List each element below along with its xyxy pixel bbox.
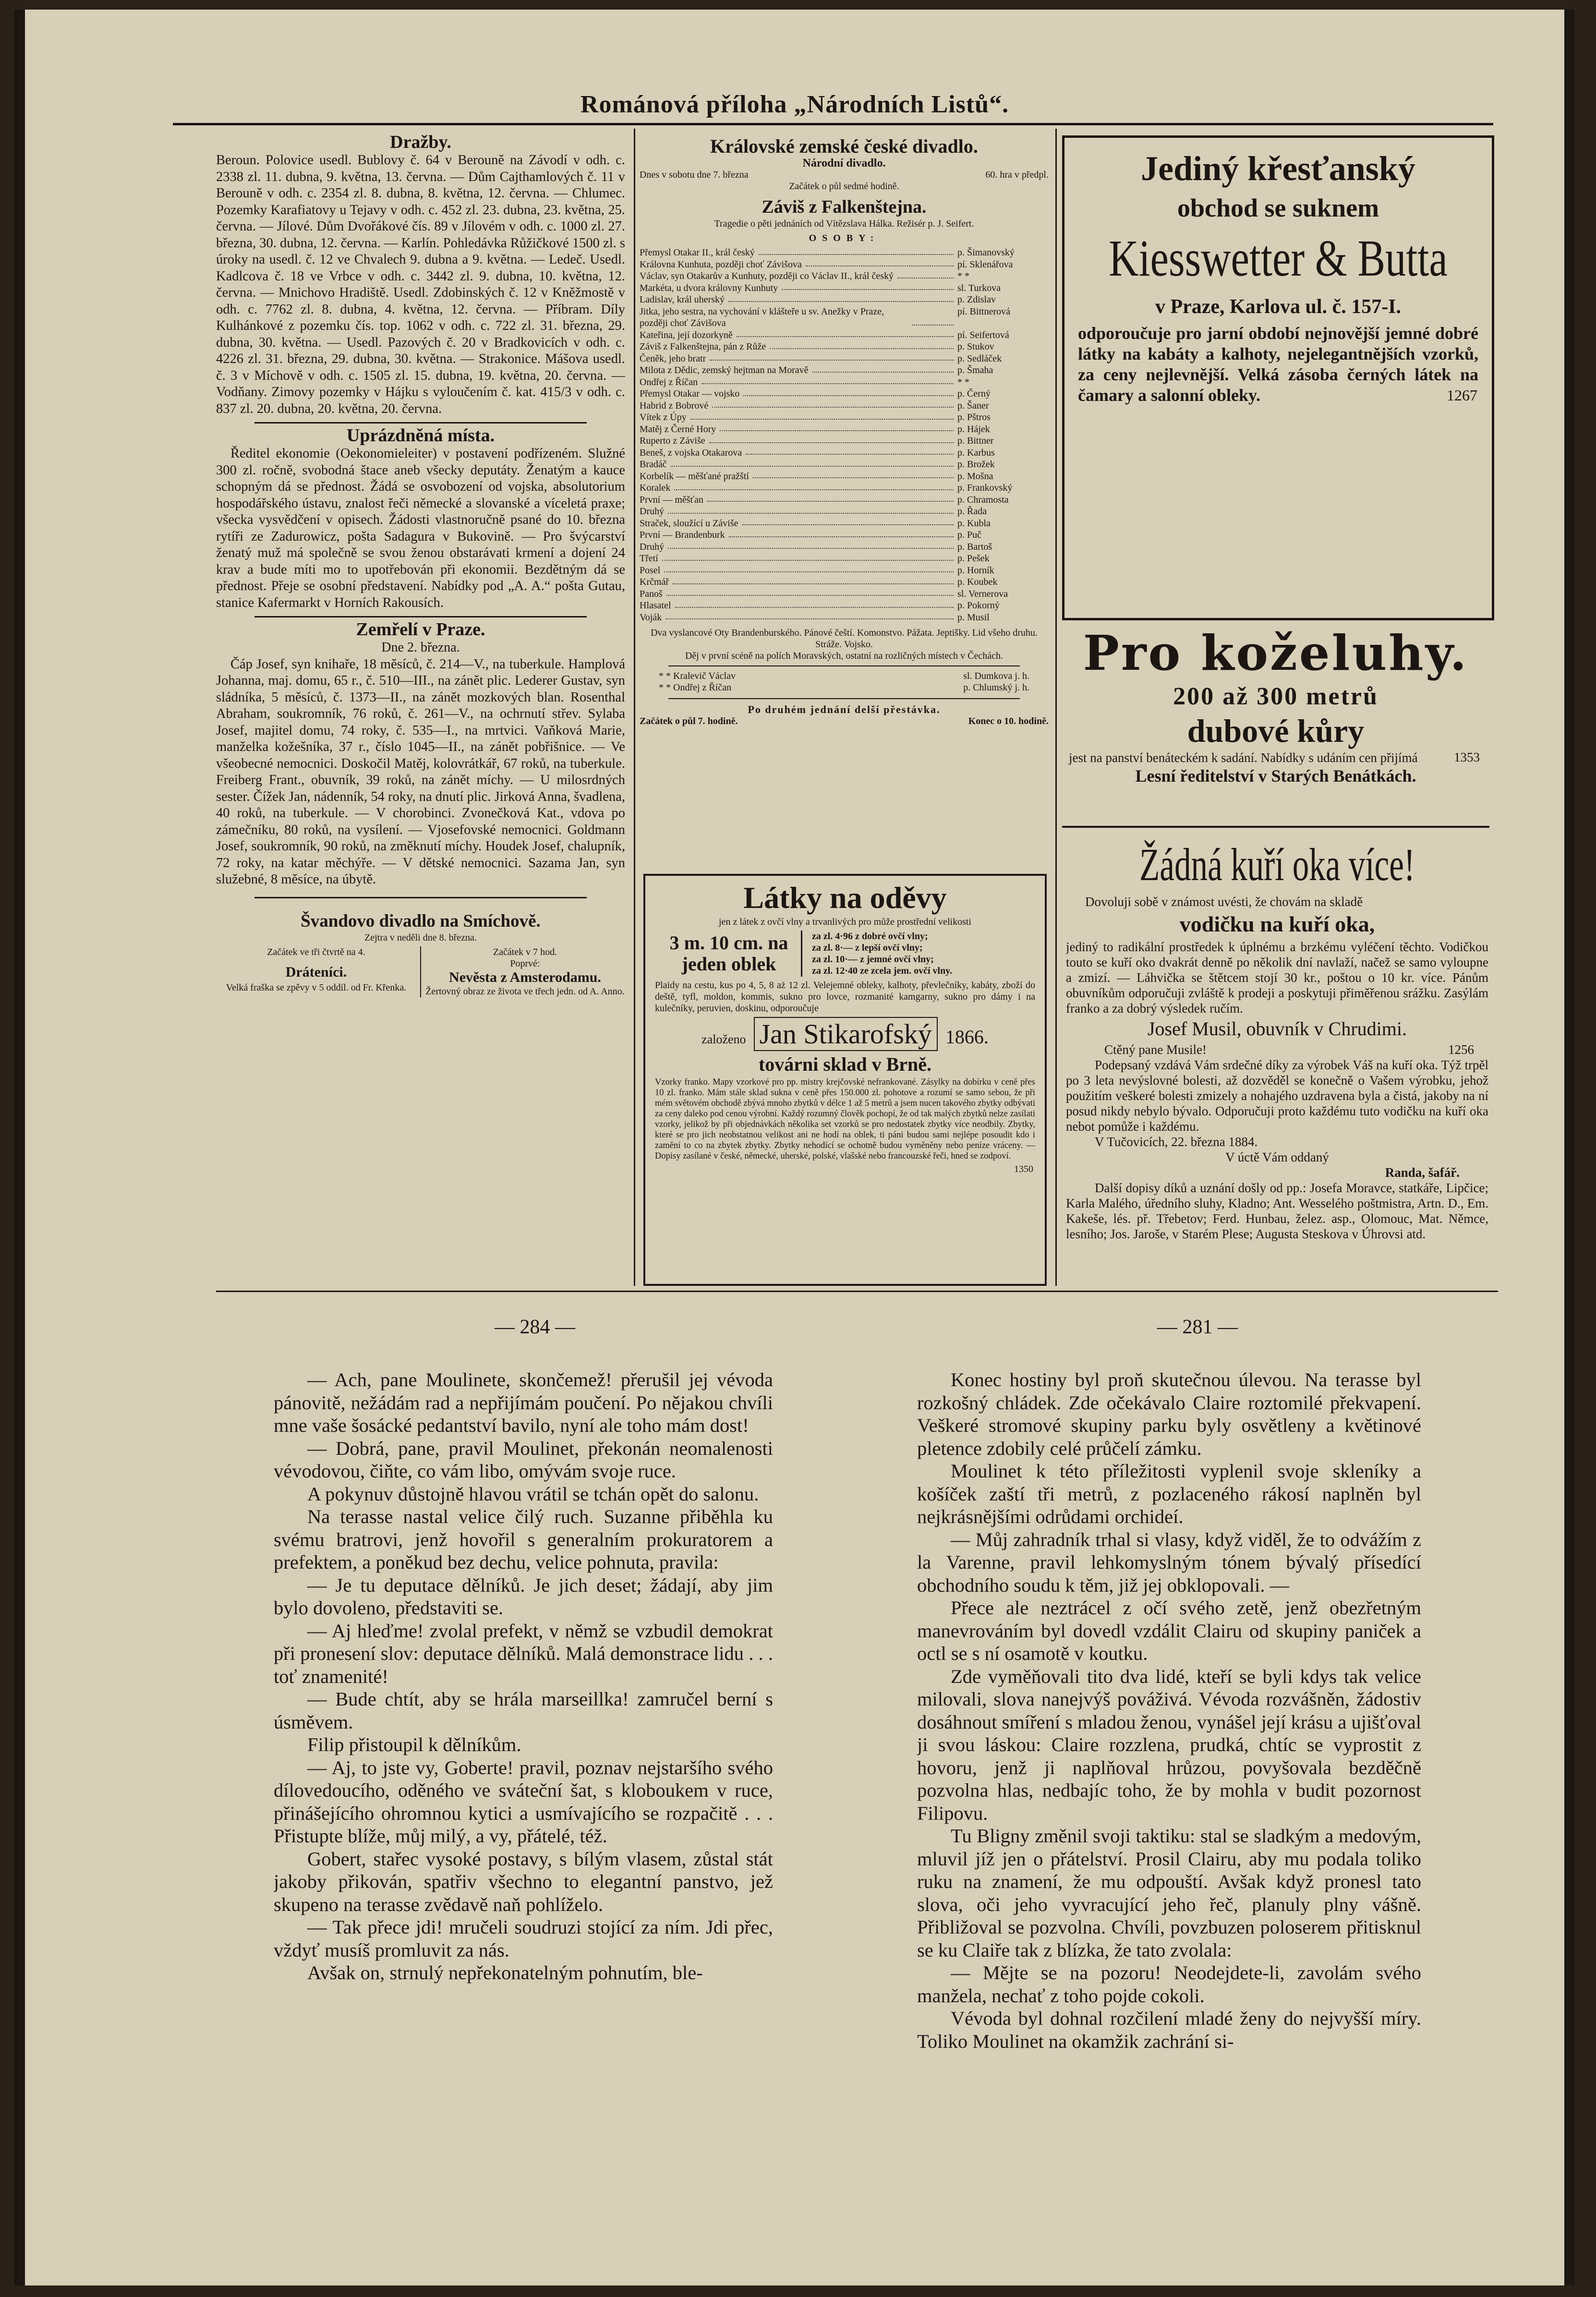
- cast-actor: sl. Turkova: [957, 282, 1001, 293]
- cast-extra-role: * * Kralevič Václav: [659, 671, 736, 681]
- cast-row: [640, 600, 1049, 612]
- cast-actor: p. Puč: [957, 530, 981, 540]
- kozeluhy-title: Pro koželuhy.: [1083, 625, 1469, 681]
- cast-row: [640, 423, 1049, 435]
- cast-actor: p. Šmaha: [957, 365, 993, 375]
- cast-leader-dots: [743, 388, 954, 396]
- cast-row: [640, 376, 1049, 388]
- cast-actor: p. Šimanovský: [957, 247, 1015, 258]
- novel-paragraph: — Je tu deputace dělníků. Je jich deset; žádají, aby jim bylo dovoleno, představiti se.: [274, 1574, 773, 1619]
- latky-price: za zl. 12·40 ze zcela jem. ovčí vlny.: [812, 966, 953, 976]
- zemreli-text: Čáp Josef, syn knihaře, 18 měsíců, č. 214—V., na tuberkule. Hamplová Johanna, maj. domu, 65 r., č. 510—III., na zánět plic. Lederer Gustav, syn sládníka, 5 měsíců, č. 1373—II., na zánět mozkových blan. Rosenthal Abraham, soukromník, 76 roků, č. 261—V., na ochrnutí střev. Sylaba Josef, majitel domu, 74 roky, č. 535—I., na mrtvici. Vaňková Marie, manželka kožešníka, 37 r., číslo 1045—II., na zánět pobřišnice. — Ve všeobecné nemocnici. Doskočil Matěj, kolovrátkář, 67 roků, na tuberkule. Freiberg Frant., obuvník, 39 roků, na zánět míchy. — U milosrdných sester. Čížek Jan, nádenník, 54 roky, na dnutí plic. Jirková Anna, švadlena, 40 roků, na tuberkule. — V chorobinci. Zvonečková Kat., vdova po zámečníku, 80 roků, na vysílení. — Vjosefovské nemocnici. Goldmann Josef, soukromník, 90 roků, na změknutí míchy. Houdek Josef, chalupník, 72 roky, na katar měchýře. — V dětské nemocnici. Sazama Jan, syn služebné, 8 měsíce, na úbytě.: [216, 656, 625, 887]
- cast-actor: p. Černý: [957, 388, 991, 399]
- kuri-text1: jediný to radikální prostředek k úplnému a brzkému vyléčení těchto. Vodičkou touto se kuří oko dvakrát denně po několik dní navlaží, načež se samo vyloupne a zmizí. — Láhvička se štětcem stojí 30 kr., poštou o 10 kr. více. Pánům obuvníkům odporučuji zvláště k prodeji a poskytuji přiměřenou srážku. Zasýlám franko a za dobrý výsledek ručím.: [1066, 940, 1488, 1016]
- drazby-text: Beroun. Polovice usedl. Bublovy č. 64 v Berouně na Závodí v odh. c. 2338 zl. 11. dubna, 9. května, 13. června. — Dům Cajthamlových č. 11 v Berouně v odh. c. 2354 zl. 8. dubna, 8. května, 12. června. — Chlumec. Pozemky Karafiatovy u Tejavy v odh. c. 452 zl. 23. dubna, 23. května, 25. června. — Jílové. Dům Dvořákové čís. 89 v Jílovém v odh. c. 1000 zl. 27. března, 30. dubna, 12. června. — Karlín. Pohledávka Růžičkové 1500 zl. s úroky na usedl. č. 12 ve Chvalech 9. dubna a 9. května. — Ledeč. Usedl. Kadlcova č. 18 ve Vrbce v odh. c. 3442 zl. 9. dubna, 10. května, 12. června. — Mnichovo Hradiště. Usedl. Zdobinských č. 12 v Kněžmostě v odh. c. 7762 zl. 8. dubna, 4. května, 12. června. — Příbram. Díly Kulhánkové z pozemku čís. top. 1062 v odh. c. 722 zl. 31. března, 29. dubna, 30. května. — Usedl. Pazových č. 20 v Bradkovicích v odh. c. 4226 zl. 31. března, 29. dubna, 30. května. — Strakonice. Mášova usedl. č. 3 v Míchově v odh. c. 1505 zl. 15. dubna, 19. května, 20. června. — Vodňany. Zimovy pozemky v Hájku s vyloučením č. kat. 415/3 v odh. c. 837 zl. 20. dubna, 20. května, 20. června.: [216, 153, 625, 416]
- cast-leader-dots: [770, 341, 954, 349]
- kuri-place: V Tučovicích, 22. března 1884.: [1095, 1135, 1258, 1149]
- page-number-right: — 281 —: [1157, 1316, 1238, 1338]
- cast-leader-dots: [753, 471, 954, 479]
- kzd-foot-right: Konec o 10. hodině.: [968, 716, 1049, 726]
- latky-price: za zl. 4·96 z dobré ovčí vlny;: [812, 931, 928, 942]
- cast-role: Třetí: [640, 553, 658, 564]
- cast-row: [640, 494, 1049, 506]
- kuri-text3: Další dopisy díků a uznání došly od pp.: Josefa Moravce, statkáře, Lipčice; Karla Malého, úředního sluhy, Kladno; Ant. Wesselého poštmistra, Artn. D., Em. Kakeše, lés. př. Třebetov; Ferd. Hunbau, želez. asp., Olomouc, Mat. Němce, lesního; Jos. Jaroše, v Starém Plese; Augusta Steskova v Úhrovsi atd.: [1066, 1181, 1488, 1241]
- page-edge-right: [1564, 10, 1575, 2285]
- novel-paragraph: Filip přistoupil k dělníkům.: [307, 1734, 521, 1755]
- cast-role: Panoš: [640, 588, 663, 599]
- svandovo-sub: Zejtra v neděli dne 8. března.: [364, 932, 477, 943]
- cast-row: [640, 388, 1049, 400]
- kiesswetter-address: v Praze, Karlova ul. č. 157-I.: [1155, 296, 1402, 318]
- cast-row: [640, 459, 1049, 471]
- latky-num: 1350: [1014, 1164, 1033, 1174]
- cast-role: První — měšťan: [640, 494, 703, 505]
- cast-row: [640, 553, 1049, 565]
- kuri-signer: Randa, šafář.: [1385, 1165, 1460, 1180]
- kzd-note1: Dva vyslancové Oty Brandenburského. Pánové čeští. Komonstvo. Pážata. Jeptišky. Lid všeho druhu. Stráže. Vojsko.: [651, 628, 1038, 650]
- cast-leader-dots: [759, 247, 954, 255]
- cast-extra-row: [640, 670, 1049, 682]
- cast-row: [640, 435, 1049, 447]
- cast-row: [640, 282, 1049, 294]
- kozeluhy-amount: 200 až 300 metrů: [1173, 683, 1378, 710]
- mista-text: Ředitel ekonomie (Oekonomieleiter) v postavení podřízeném. Služné 300 zl. ročně, svobodná štace aneb všecky deputáty. Ženatým a kauce schopným dá se přednost. Žádá se osvobození od vojska, absolutorium hospodářského ústavu, znalost řeči německé a slovanské a víceletá praxe; všecka vysvědčení v opisech. Žádosti vlastnoručně psané do 10. března rytíři ze Zadurowicz, pošta Sadagura v Bukovině. — Pro švýcarství ženatý muž má společně se svou ženou obstarávati krmení a dojení 24 krav a bude míti mo to upotřebován při ekonomii. Bezdětným dá se přednost. Přeje se osobní představení. Nabídky pod „A. A.“ pošta Gutau, stanice Kafermarkt v Horních Rakousích.: [216, 446, 625, 610]
- cast-actor: p. Sedláček: [957, 353, 1002, 364]
- cast-actor: p. Stukov: [957, 341, 994, 352]
- novel-paragraph: — Můj zahradník trhal si vlasy, když viděl, že to odvážím z la Varenne, pravil lehkomyslným tónem bývalý přísedící obchodního soudu k těm, již jej obklopovali. —: [917, 1528, 1421, 1596]
- cast-actor: p. Zdislav: [957, 294, 996, 305]
- cast-leader-dots: [912, 306, 954, 326]
- cast-leader-dots: [690, 411, 954, 420]
- kuri-salute: Ctěný pane Musile!: [1104, 1042, 1207, 1057]
- cast-actor: p. Bittner: [957, 435, 994, 446]
- kzd-foot-times: [640, 715, 1049, 727]
- cast-leader-dots: [897, 270, 954, 278]
- cast-leader-dots: [674, 482, 954, 490]
- latky-size: 3 m. 10 cm. na jeden oblek: [669, 932, 788, 975]
- cast-actor: p. Karbus: [957, 447, 995, 458]
- kzd-foot-left: Začátek o půl 7. hodině.: [640, 716, 738, 726]
- kiesswetter-text: odporoučuje pro jarní období nejnovější jemné dobré látky na kabáty a kalhoty, nejelegantnějších vzorků, za ceny nejlevnější. Velká zásoba černých látek na čamary a salonní obleky.: [1078, 324, 1478, 405]
- svandovo-right-desc: Žertovný obraz ze života ve třech jedn. od A. Anno.: [425, 986, 625, 997]
- cast-row: [640, 471, 1049, 483]
- latky-firm: Jan Stikarofský: [754, 1017, 938, 1051]
- cast-role: Habrid z Bobrové: [640, 400, 709, 411]
- cast-extra-row: [640, 682, 1049, 693]
- cast-role: Beneš, z vojska Otakarova: [640, 447, 742, 458]
- cast-actor: p. Koubek: [957, 577, 998, 587]
- svandovo-right-play: Nevěsta z Amsterodamu.: [449, 969, 601, 985]
- kzd-cast: [640, 247, 1049, 623]
- cast-role: Ondřej z Říčan: [640, 376, 698, 387]
- svandovo-left-play: Dráteníci.: [285, 964, 347, 980]
- cast-row: [640, 576, 1049, 588]
- kuri-devoted: V úctě Vám oddaný: [1225, 1150, 1329, 1164]
- cast-row: [640, 364, 1049, 376]
- cast-actor: pí. Seifertová: [957, 329, 1009, 340]
- kuri-seller: Josef Musil, obuvník v Chrudimi.: [1147, 1018, 1407, 1040]
- cast-row: [640, 518, 1049, 530]
- cast-actor: p. Chramosta: [957, 494, 1009, 505]
- cast-actor: * *: [957, 271, 969, 281]
- cast-actor: p. Brožek: [957, 459, 995, 470]
- kzd-foot: Po druhém jednání delší přestávka.: [748, 703, 941, 715]
- column-rule-1: [634, 129, 635, 1286]
- newspaper-page: [14, 10, 1575, 2285]
- svandovo-right-tag: Poprvé:: [510, 958, 540, 969]
- cast-role: Čeněk, jeho bratr: [640, 353, 706, 364]
- cast-leader-dots: [737, 329, 954, 338]
- cast-role: Koralek: [640, 483, 671, 493]
- cast-extra-actor: sl. Dumkova j. h.: [963, 671, 1029, 681]
- kuri-salute-row: [1066, 1042, 1488, 1057]
- kiesswetter-firm: Kiesswetter & Butta: [1109, 230, 1448, 287]
- cast-role: Straček, sloužící u Záviše: [640, 518, 738, 529]
- cast-leader-dots: [728, 294, 954, 302]
- cast-leader-dots: [675, 600, 954, 608]
- latky-ad: [643, 874, 1047, 1286]
- novel-paragraph: Na terasse nastal velice čilý ruch. Suzanne přiběhla ku svému bratrovi, jenž hovořil s generalním prokuratorem a prefektem, a poněkud bez dechu, velice pohnuta, pravila:: [274, 1506, 773, 1573]
- cast-actor: pí. Bittnerová: [957, 306, 1010, 317]
- kuri-title: Žádná kuří oka více!: [1139, 839, 1415, 890]
- cast-role: Kateřina, její dozorkyně: [640, 329, 733, 340]
- novel-paragraph: — Mějte se na pozoru! Neodejdete-li, zavolám svého manžela, nechať z toho pojde cokoli.: [917, 1962, 1421, 2007]
- svandovo-title: Švandovo divadlo na Smíchově.: [301, 911, 541, 931]
- cast-row: [640, 541, 1049, 553]
- cast-role: Královna Kunhuta, později choť Závišova: [640, 259, 802, 270]
- cast-actor: pí. Sklenářova: [957, 259, 1013, 270]
- header-rule: [173, 123, 1493, 125]
- cast-row: [640, 306, 1049, 329]
- cast-role: Matěj z Černé Hory: [640, 423, 716, 435]
- cast-leader-dots: [664, 565, 954, 573]
- novel-paragraph: Moulinet k této příležitosti vyplenil svoje skleníky a košíček zaští tři metrů, z pozlaceného rákosí naplněn byl nejkrásnějšími odrůdami orchideí.: [917, 1460, 1421, 1527]
- cast-role: Voják: [640, 612, 662, 623]
- kzd-sub: Národní divadlo.: [802, 157, 886, 169]
- kiesswetter-line2: obchod se suknem: [1177, 193, 1379, 222]
- kozeluhy-product: dubové kůry: [1187, 713, 1365, 749]
- cast-actor: p. Bartoš: [957, 541, 992, 552]
- cast-row: [640, 294, 1049, 306]
- cast-extra-actor: p. Chlumský j. h.: [963, 682, 1029, 693]
- kzd-title: Královské zemské české divadlo.: [710, 135, 978, 157]
- cast-actor: p. Pštros: [957, 412, 991, 423]
- cast-actor: p. Pešek: [957, 553, 990, 564]
- cast-role: Přemysl Otakar — vojsko: [640, 388, 740, 399]
- cast-role: Markéta, u dvora královny Kunhuty: [640, 282, 778, 293]
- cast-role: Jitka, jeho sestra, na vychování v klášteře u sv. Anežky v Praze, později choť Závišova: [640, 306, 884, 328]
- novel-paragraph: Vévoda byl dohnal rozčilení mladé ženy do nejvyšší míry. Toliko Moulinet na okamžik zachrání si-: [917, 2007, 1421, 2052]
- kzd-osoby: OSOBY:: [809, 233, 880, 243]
- cast-actor: p. Musil: [957, 612, 990, 623]
- cast-leader-dots: [720, 423, 954, 432]
- cast-role: Krčmář: [640, 577, 669, 587]
- cast-leader-dots: [668, 541, 954, 549]
- column-left: [216, 132, 625, 1284]
- divider: [254, 897, 587, 898]
- mista-title: Uprázdněná místa.: [346, 425, 495, 446]
- novel-paragraph: Konec hostiny byl proň skutečnou úlevou. Na terasse byl rozkošný chládek. Zde očekávalo Claire roztomilé překvapení. Veškeré stromové skupiny parku byly osvětleny a květinové pletence zdobily celé průčelí zámku.: [917, 1369, 1421, 1459]
- divider: [254, 422, 587, 423]
- latky-firm-row: [645, 1017, 1045, 1051]
- cast-role: Druhý: [640, 506, 665, 517]
- cast-actor: p. Pokorný: [957, 600, 1000, 611]
- cast-actor: p. Hájek: [957, 423, 990, 435]
- cast-role: Milota z Dědic, zemský hejtman na Moravě: [640, 365, 809, 375]
- cast-leader-dots: [742, 518, 954, 526]
- cast-row: [640, 506, 1049, 518]
- cast-role: Korbelík — měšťané pražští: [640, 471, 749, 482]
- cast-role: Ruperto z Záviše: [640, 435, 705, 446]
- cast-role: Přemysl Otakar II., král český: [640, 247, 755, 258]
- kiesswetter-num: 1267: [1447, 387, 1477, 404]
- cast-actor: p. Horník: [957, 565, 994, 576]
- novel-paragraph: — Tak přece jdi! mručeli soudruzi stojící za ním. Jdi přec, vždyť musíš promluvit za nás.: [274, 1916, 773, 1961]
- cast-leader-dots: [782, 282, 954, 290]
- cast-leader-dots: [710, 353, 954, 361]
- cast-leader-dots: [665, 612, 954, 620]
- cast-leader-dots: [668, 506, 954, 514]
- page-edge-left: [14, 10, 25, 2285]
- cast-row: [640, 529, 1049, 541]
- latky-title: Látky na oděvy: [743, 881, 947, 915]
- page-number-left: — 284 —: [495, 1316, 575, 1338]
- kzd-extra: [640, 670, 1049, 693]
- cast-row: [640, 612, 1049, 624]
- kuri-ad: [1066, 835, 1488, 1287]
- cast-extra-role: * * Ondřej z Říčan: [659, 682, 732, 693]
- cast-row: [640, 353, 1049, 365]
- novel-paragraph: Tu Bligny změnil svoji taktiku: stal se sladkým a medovým, mluvil jíž jen o přátelství. Prosil Clairu, aby mu podala toliko ruku na znamení, že mu odpouští. Avšak když pronesl tato slova, oči jeho vyvracující jeho řeč, planuly plny vášně. Přibližoval se pozvolna. Chvíli, povzbuzen poloserem přitisknul se ku Claiře tak z blízka, že tato zvolala:: [917, 1825, 1421, 1961]
- cast-row: [640, 341, 1049, 353]
- drazby-title: Dražby.: [390, 132, 451, 152]
- cast-role: Posel: [640, 565, 661, 576]
- cast-role: Druhý: [640, 541, 665, 552]
- cast-row: [640, 259, 1049, 271]
- cast-row: [640, 270, 1049, 282]
- cast-leader-dots: [746, 447, 954, 455]
- kzd-line1: [640, 169, 1049, 181]
- novel-paragraph: — Aj hleďme! zvolal prefekt, v němž se vzbudil demokrat při pronesení slov: deputace dělníků. Malá demonstrace lidu . . . toť znamenité!: [274, 1620, 773, 1687]
- zemreli-title: Zemřelí v Praze.: [356, 619, 485, 640]
- latky-firm-pre: založeno: [701, 1032, 746, 1046]
- svandovo-left-desc: Velká fraška se zpěvy v 5 oddíl. od Fr. Křenka.: [226, 982, 407, 993]
- cast-leader-dots: [673, 576, 954, 584]
- divider: [668, 665, 1020, 666]
- svandovo-afternoon: [216, 946, 421, 997]
- novel-right-column: [917, 1368, 1421, 2209]
- novel-paragraph: — Aj, to jste vy, Goberte! pravil, poznav nejstaršího svého dílovedoucího, oděného ve sváteční šat, s kloboukem v ruce, přinášejícího ohromnou kytici a usmívajícího se rozpačitě . . . Přistupte blíže, můj milý, a vy, přátelé, též.: [274, 1756, 773, 1847]
- cast-row: [640, 588, 1049, 600]
- cast-role: Bradáč: [640, 459, 667, 470]
- cast-row: [640, 400, 1049, 412]
- novel-paragraph: — Ach, pane Moulinete, skončemež! přerušil jej vévoda pánovitě, nežádám rad a nepřijímám poučení. Po nějakou chvíli mne vaše šosácké pedantství bavilo, nyní ale toho mám dost!: [274, 1369, 773, 1436]
- latky-prices-block: [645, 928, 1045, 979]
- cast-actor: sl. Vernerova: [957, 588, 1008, 599]
- cast-leader-dots: [666, 588, 954, 596]
- cast-row: [640, 411, 1049, 423]
- cast-role: Vítek z Úpy: [640, 412, 687, 423]
- kuri-product: vodičku na kuří oka,: [1179, 912, 1375, 936]
- latky-text2: Vzorky franko. Mapy vzorkové pro pp. mistry krejčovské nefrankované. Zásylky na dobírku v ceně přes 10 zl. franko. Mám stále sklad sukna v ceně přes 150.000 zl. pohotove a rozumí se samo sebou, že při mém světovém obchodě zbývá mnoho zbytků v délce 1 až 5 metrů a jsem nucen takového zbytky odbývati za ceny daleko pod cenou výrobní. Každý rozumný člověk pochopí, že od tak malých zbytků nelze zasílati vzorky, jelikož by při objednávkách několika set vzorků se pro nedostatek zbytky více neodbily. Zbytky, které se pro jich neobstatnou velikost ani ne hodí na oblek, ti páni budou sami nejlépe posoudit kdo i zamění to co na zbytek zbytky. Zbytky nehodící se ochotně budou vyměněny nebo peníze vráceny. — Dopisy zasílané v české, německé, uherské, polské, vlašské nebo francouzské řeči, hned se zodpoví.: [655, 1077, 1035, 1161]
- kiesswetter-line1: Jediný křesťanský: [1141, 149, 1415, 188]
- cast-leader-dots: [729, 529, 954, 537]
- latky-text1: Plaidy na cestu, kus po 4, 5, 8 aż 12 zl. Velejemné obleky, kalhoty, převlečníky, kabáty, zboží do deště, tyfl, moldon, kommis, sukno pro lovce, rozmanité kamgarny, sukno pro dámy i na kulečníky, peruvien, doskinu, odporoučuje: [655, 980, 1035, 1014]
- cast-leader-dots: [712, 400, 954, 408]
- kzd-author: Tragedie o pěti jednáních od Vítězslava Hálka. Režisér p. J. Seifert.: [714, 218, 974, 229]
- cast-actor: p. Šaner: [957, 400, 989, 411]
- latky-price: za zl. 10·— z jemné ovčí vlny;: [812, 954, 934, 965]
- theatre-program: [640, 135, 1049, 870]
- latky-intro: jen z látek z ovčí vlny a trvanlivých pro může prostřední velikosti: [719, 917, 971, 927]
- cast-leader-dots: [662, 553, 954, 561]
- latky-prices: [801, 931, 952, 977]
- svandovo-evening: [421, 946, 625, 997]
- cast-row: [640, 482, 1049, 494]
- cast-leader-dots: [806, 259, 954, 267]
- divider: [668, 698, 1020, 699]
- cast-role: Ladislav, král uherský: [640, 294, 725, 305]
- novel-paragraph: — Bude chtít, aby se hrála marseillka! zamručel berní s úsměvem.: [274, 1688, 773, 1733]
- column-rule-2: [1055, 129, 1057, 1286]
- cast-actor: p. Řada: [957, 506, 987, 517]
- latky-firm-sub: továrni sklad v Brně.: [758, 1053, 932, 1075]
- novel-paragraph: Avšak on, strnulý nepřekonatelným pohnutím, ble-: [307, 1962, 703, 1983]
- cast-leader-dots: [701, 376, 954, 385]
- kozeluhy-text: jest na panství benáteckém k sadání. Nabídky s udáním cen přijímá: [1069, 750, 1418, 765]
- novel-paragraph: A pokynuv důstojně hlavou vrátil se tchán opět do salonu.: [307, 1483, 759, 1505]
- novel-paragraph: Gobert, stařec vysoké postavy, s bílým vlasem, zůstal stát jakoby přikován, spatřiv všechno to elegantní panstvo, jež skupeno na terasse zvědavě naň pohlíželo.: [274, 1848, 773, 1915]
- kuri-num: 1256: [1448, 1042, 1474, 1057]
- divider: [254, 616, 587, 617]
- kuri-text2: Podepsaný vzdává Vám srdečné díky za výrobek Váš na kuří oka. Týž trpěl po 3 leta nevýslovné bolesti, až dozvěděl se konečně o Vašem výrobku, jehož použitím veškeré bolesti zmizely a nohajého uzdravena byla a čistá, jakoby na ní posud nikdy nebylo bývalo. Odporučuji proto každému tuto vodičku na kuří oka nebot pomůže i každému.: [1066, 1058, 1488, 1134]
- cast-row: [640, 247, 1049, 259]
- cast-actor: p. Kubla: [957, 518, 991, 529]
- latky-price: za zl. 8·— z lepší ovčí vlny;: [812, 943, 923, 953]
- kzd-date: Dnes v sobotu dne 7. března: [640, 169, 749, 180]
- novel-paragraph: — Dobrá, pane, pravil Moulinet, překonán neomalenosti vévodovou, čiňte, co vám libo, omývám svoje ruce.: [274, 1437, 773, 1482]
- svandovo-right-start: Začátek v 7 hod.: [493, 946, 557, 957]
- svandovo-program: [216, 946, 625, 997]
- kiesswetter-ad: [1062, 135, 1494, 620]
- novel-paragraph: Přece ale neztrácel z očí svého zetě, jenž obezřetným manevrováním byl dovedl vzdálit Clairu od skupiny paniček a octl se s ní osamotě v koutku.: [917, 1597, 1421, 1664]
- kozeluhy-ad: [1062, 624, 1489, 828]
- novel-left-column: [274, 1368, 773, 2209]
- cast-role: Václav, syn Otakarův a Kunhuty, později co Václav II., král český: [640, 271, 894, 281]
- cast-row: [640, 565, 1049, 577]
- cast-role: Záviš z Falkenštejna, pán z Růže: [640, 341, 766, 352]
- cast-leader-dots: [709, 435, 954, 443]
- bottom-rule: [216, 1291, 1498, 1292]
- svandovo-left-start: Začátek ve tři čtvrtě na 4.: [267, 946, 365, 957]
- cast-row: [640, 447, 1049, 459]
- kozeluhy-sign: Lesní ředitelství v Starých Benátkách.: [1135, 766, 1416, 786]
- kzd-subscription: 60. hra v předpl.: [985, 169, 1049, 180]
- kzd-play: Záviš z Falkenštejna.: [762, 197, 927, 217]
- kuri-intro: Dovoluji sobě v známost uvésti, že chovám na skladě: [1085, 895, 1363, 909]
- latky-firm-year: 1866.: [945, 1026, 989, 1048]
- cast-role: První — Brandenburk: [640, 530, 725, 540]
- kozeluhy-num: 1353: [1454, 750, 1480, 764]
- cast-leader-dots: [707, 494, 954, 502]
- page-header: Románová příloha „Národních Listů“.: [580, 91, 1009, 118]
- cast-leader-dots: [812, 364, 954, 373]
- kzd-note2: Děj v první scéně na polích Moravských, ostatní na rozličných místech v Čechách.: [685, 651, 1004, 661]
- cast-role: Hlasatel: [640, 600, 671, 611]
- zemreli-date: Dne 2. března.: [381, 640, 460, 655]
- cast-actor: * *: [957, 376, 969, 387]
- novel-paragraph: Zde vyměňovali tito dva lidé, kteří se byli kdys tak velice milovali, slova nanejvýš pováživá. Vévoda rozvášněn, žádostiv dosáhnout smíření s mladou ženou, vynášel její krásu a ujišťoval ji svou láskou: Claire rozzlena, prudká, chtíc se vyprostit z hovoru, jenž ji naplňoval hrůzou, povyšovala bezděčně pozvolna hlas, nedbajíc toho, že by mohla v budit pozornost Filipovu.: [917, 1665, 1421, 1824]
- cast-leader-dots: [671, 459, 954, 467]
- kzd-start: Začátek o půl sedmé hodině.: [789, 181, 899, 192]
- cast-actor: p. Frankovský: [957, 483, 1013, 493]
- cast-actor: p. Mošna: [957, 471, 993, 482]
- cast-row: [640, 329, 1049, 341]
